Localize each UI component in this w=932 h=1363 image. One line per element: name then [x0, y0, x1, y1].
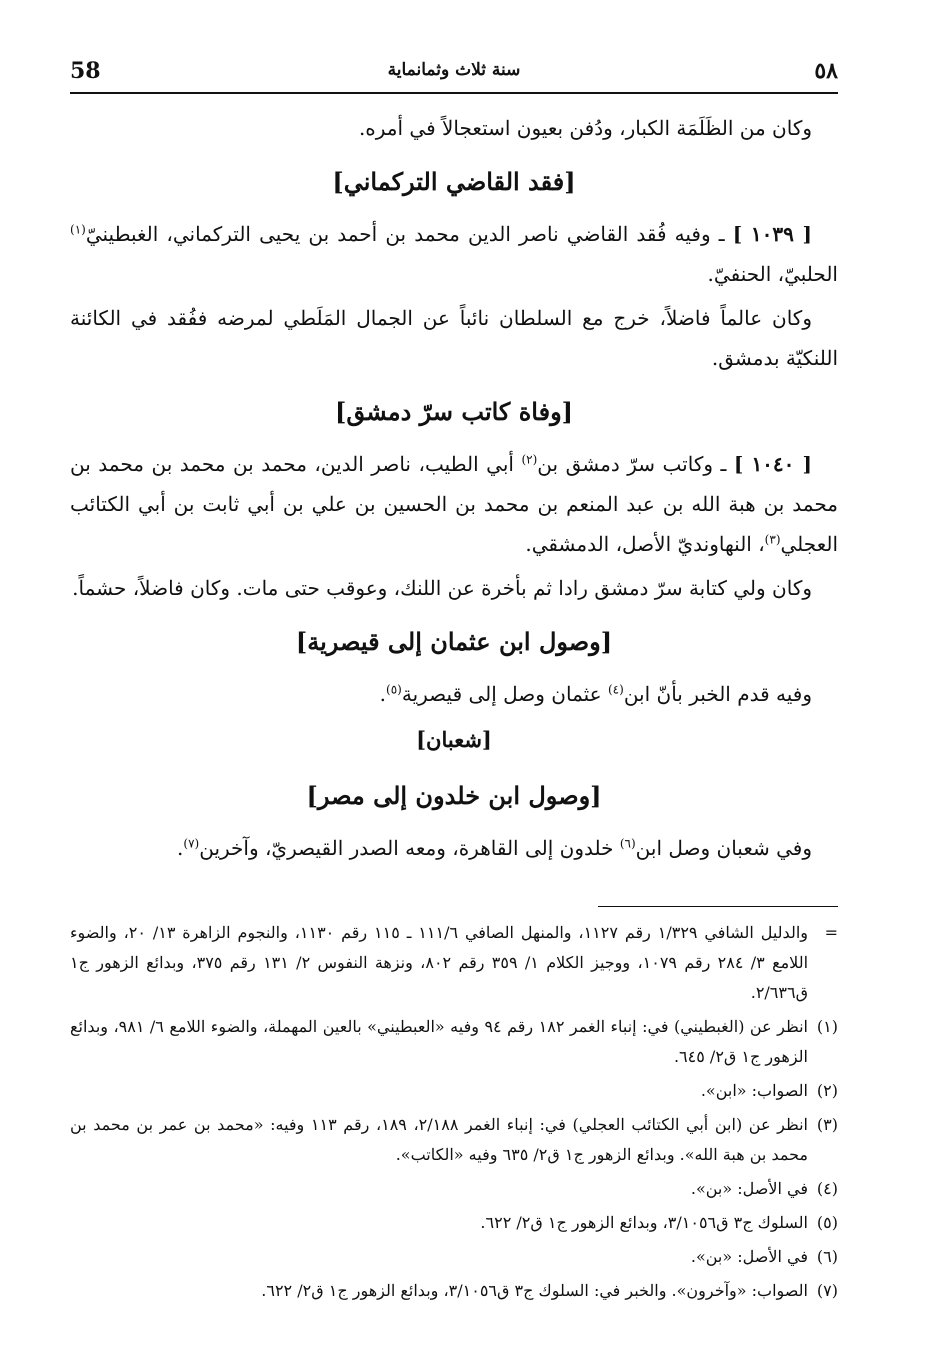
footnote-text: الصواب: «ابن». [700, 1081, 808, 1100]
footnote-mark: (٤) [816, 1179, 838, 1198]
main-text [70, 108, 838, 872]
footnote [70, 1276, 838, 1306]
entry-number: [ ١٠٤٠ ] [733, 452, 812, 476]
paragraph-khaldun: وفي شعبان وصل ابن$^{(٦)}$ خلدون إلى القاهرة، ومعه الصدر القيصريّ، وآخرين$^{(٧)}$. [177, 836, 812, 860]
running-title: سنة ثلاث وثمانماية [387, 60, 521, 80]
footnote [70, 1242, 838, 1272]
footnote-mark: (٣) [816, 1115, 838, 1134]
footnote-ref: (٦) [619, 836, 636, 851]
footnote-mark: (٢) [816, 1081, 838, 1100]
footnote-mark: = [824, 923, 838, 942]
footnote [70, 1174, 838, 1204]
footnote-divider [598, 906, 838, 907]
page-number-latin: 58 [70, 58, 101, 84]
footnote-mark: (١) [816, 1017, 838, 1036]
footnote-text: في الأصل: «بن». [690, 1247, 808, 1266]
footnote-text: السلوك ج٣ ق٣/١٠٥٦، وبدائع الزهور ج١ ق٢/ ٦٢٢. [480, 1213, 808, 1232]
footnote [70, 1110, 838, 1170]
footnote-text: انظر عن (ابن أبي الكتائب العجلي) في: إنباء الغمر ٢/١٨٨، ١٨٩، رقم ١١٣ وفيه: «محمد بن عمر بن محمد بن محمد بن هبة الله». وبدائع الزهور ج١ ق٢/ ٦٣٥ وفيه «الكاتب». [70, 1115, 809, 1164]
footnotes [70, 918, 838, 1310]
month-heading-shaban: [شعبان] [416, 727, 492, 752]
footnote [70, 918, 838, 1008]
section-heading-damascus: [وفاة كاتب سرّ دمشق] [334, 397, 574, 426]
page-number-arabic: ٥٨ [814, 58, 838, 84]
footnote-text: في الأصل: «بن». [690, 1179, 808, 1198]
entry-1040: [ ١٠٤٠ ] ـ وكاتب سرّ دمشق بن$^{(٢)}$ أبي الطيب، ناصر الدين، محمد بن محمد بن محمد بن محمد بن هبة الله بن عبد المنعم بن محمد بن الحسين بن علي بن أبي ثابت بن أبي الكتائب العجلي$^{(٣)}$، النهاونديّ الأصل، الدمشقي. [70, 452, 838, 556]
footnote-mark: (٧) [816, 1281, 838, 1300]
section-heading-qaysariya: [وصول ابن عثمان إلى قيصرية] [295, 627, 613, 656]
footnote-ref: (٣) [764, 532, 781, 547]
paragraph-intro: وكان من الظَلَمَة الكبار، ودُفن بعيون استعجالاً في أمره. [358, 116, 812, 140]
paragraph-qaysariya: وفيه قدم الخبر بأنّ ابن$^{(٤)}$ عثمان وصل إلى قيصرية$^{(٥)}$. [379, 682, 812, 706]
footnote-text: الصواب: «وآخرون». والخبر في: السلوك ج٣ ق٣/١٠٥٦، وبدائع الزهور ج١ ق٢/ ٦٢٢. [261, 1281, 808, 1300]
footnote-text: انظر عن (الغبطيني) في: إنباء الغمر ١٨٢ رقم ٩٤ وفيه «العبطيني» بالعين المهملة، والضوء اللامع ٦/ ٩٨١، وبدائع الزهور ج١ ق٢/ ٦٤٥. [70, 1017, 808, 1066]
paragraph: وكان ولي كتابة سرّ دمشق رادا ثم بأخرة عن اللنك، وعوقب حتى مات. وكان فاضلاً، حشماً. [72, 576, 812, 600]
footnote-mark: (٦) [816, 1247, 838, 1266]
entry-1039: [ ١٠٣٩ ] ـ وفيه فُقد القاضي ناصر الدين محمد بن أحمد بن يحيى التركماني، الغبطينيّ$^{(١)}$ الحلبيّ، الحنفيّ. [70, 222, 838, 286]
footnote-ref: (١) [70, 222, 86, 237]
footnote-text: والدليل الشافي ١/٣٢٩ رقم ١١٢٧، والمنهل الصافي ١١١/٦ ـ ١١٥ رقم ١١٣٠، والنجوم الزاهرة ١٣/ ٢٠، والضوء اللامع ٣/ ٢٨٤ رقم ١٠٧٩، ووجيز الكلام ١/ ٣٥٩ رقم ٨٠٢، ونزهة النفوس ٢/ ١٣١ رقم ٣٧٥، وبدائع الزهور ج١ ق٢/٦٣٦. [70, 923, 809, 1002]
footnote-ref: (٢) [521, 452, 538, 467]
footnote [70, 1012, 838, 1072]
section-heading-turkmani: [فقد القاضي التركماني] [332, 167, 576, 196]
footnote [70, 1076, 838, 1106]
section-heading-khaldun: [وصول ابن خلدون إلى مصر] [306, 781, 602, 810]
footnote-ref: (٥) [386, 682, 402, 697]
paragraph: وكان عالماً فاضلاً، خرج مع السلطان نائباً عن الجمال المَلَطي لمرضه ففُقد في الكائنة اللنكيّة بدمشق. [70, 306, 838, 370]
footnote [70, 1208, 838, 1238]
entry-number: [ ١٠٣٩ ] [732, 222, 812, 246]
footnote-mark: (٥) [816, 1213, 838, 1232]
footnote-ref: (٧) [183, 836, 200, 851]
footnote-ref: (٤) [607, 682, 624, 697]
page-header [70, 52, 838, 94]
